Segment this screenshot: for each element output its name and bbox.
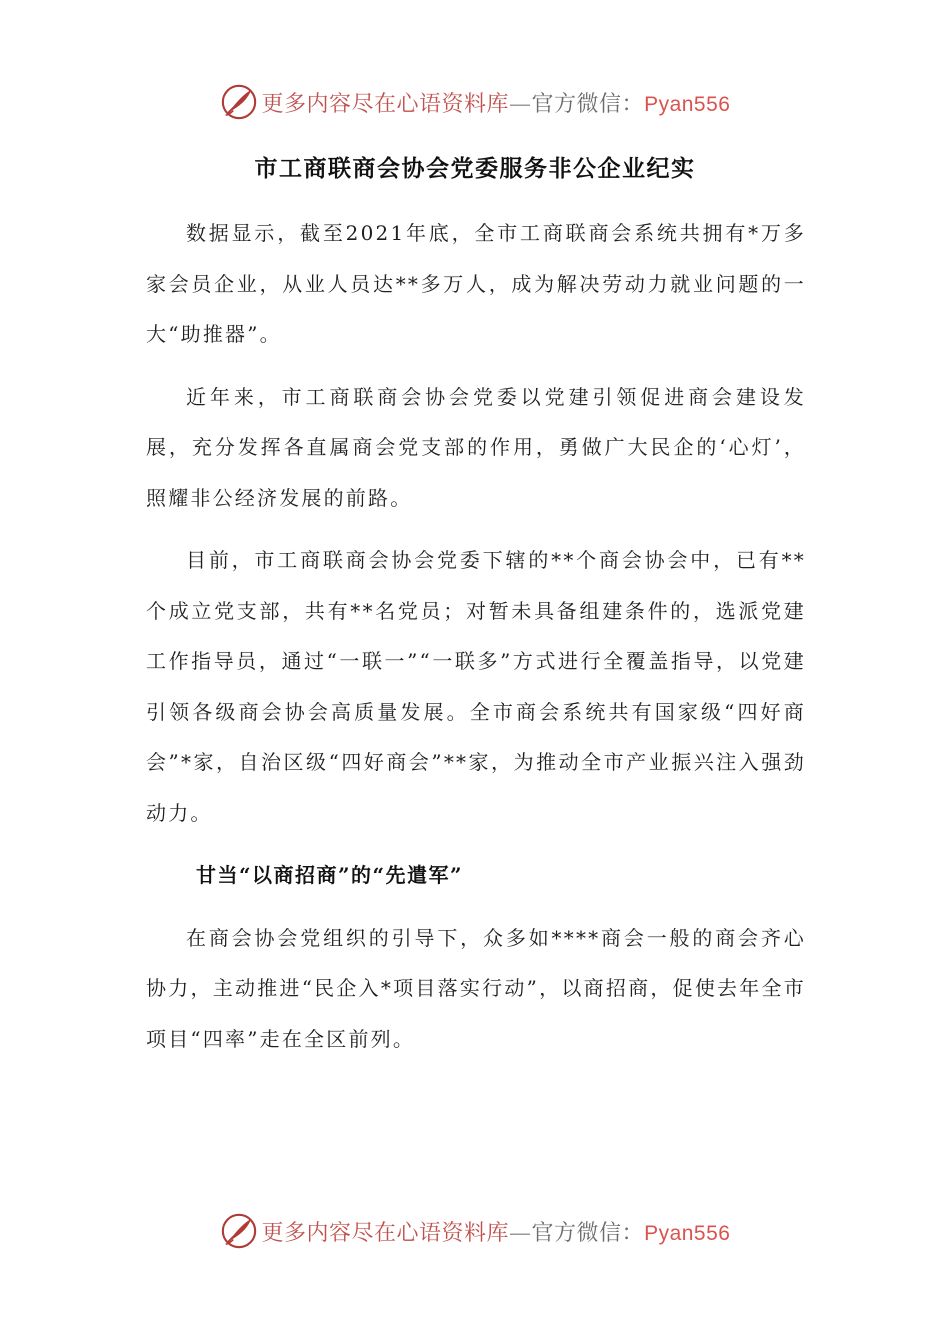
quill-pen-logo-icon — [220, 1212, 258, 1250]
banner-main-text: 更多内容尽在心语资料库 — [261, 1220, 510, 1246]
banner-wechat-label: 官方微信： — [531, 91, 645, 117]
paragraph-2: 近年来，市工商联商会协会党委以党建引领促进商会建设发展，充分发挥各直属商会党支部的作用，勇做广大民企的‘心灯’，照耀非公经济发展的前路。 — [146, 384, 806, 510]
banner-dash: — — [509, 91, 532, 117]
footer-banner — [0, 1209, 950, 1253]
paragraph-1: 数据显示，截至2021年底，全市工商联商会系统共拥有*万多家会员企业，从业人员达**多万人，成为解决劳动力就业问题的一大“助推器”。 — [146, 221, 806, 346]
section-subheading: 甘当“以商招商”的“先遣军” — [196, 863, 464, 887]
banner-wechat-id: Pyan556 — [644, 92, 731, 116]
document-body — [146, 208, 806, 1076]
banner-dash: — — [509, 1220, 532, 1246]
header-banner — [0, 80, 950, 124]
paragraph-3: 目前，市工商联商会协会党委下辖的**个商会协会中，已有**个成立党支部，共有**名党员；对暂未具备组建条件的，选派党建工作指导员，通过“一联一”“一联多”方式进行全覆盖指导，以党建引领各级商会协会高质量发展。全市商会系统共有国家级“四好商会”*家，自治区级“四好商会”**家，为推动全市产业振兴注入强劲动力。 — [146, 548, 806, 825]
banner-wechat-id: Pyan556 — [644, 1221, 731, 1245]
quill-pen-logo-icon — [220, 83, 258, 121]
banner-main-text: 更多内容尽在心语资料库 — [261, 91, 510, 117]
document-title: 市工商联商会协会党委服务非公企业纪实 — [254, 155, 696, 182]
banner-wechat-label: 官方微信： — [531, 1220, 645, 1246]
paragraph-4: 在商会协会党组织的引导下，众多如****商会一般的商会齐心协力，主动推进“民企入*项目落实行动”，以商招商，促使去年全市项目“四率”走在全区前列。 — [146, 925, 806, 1051]
